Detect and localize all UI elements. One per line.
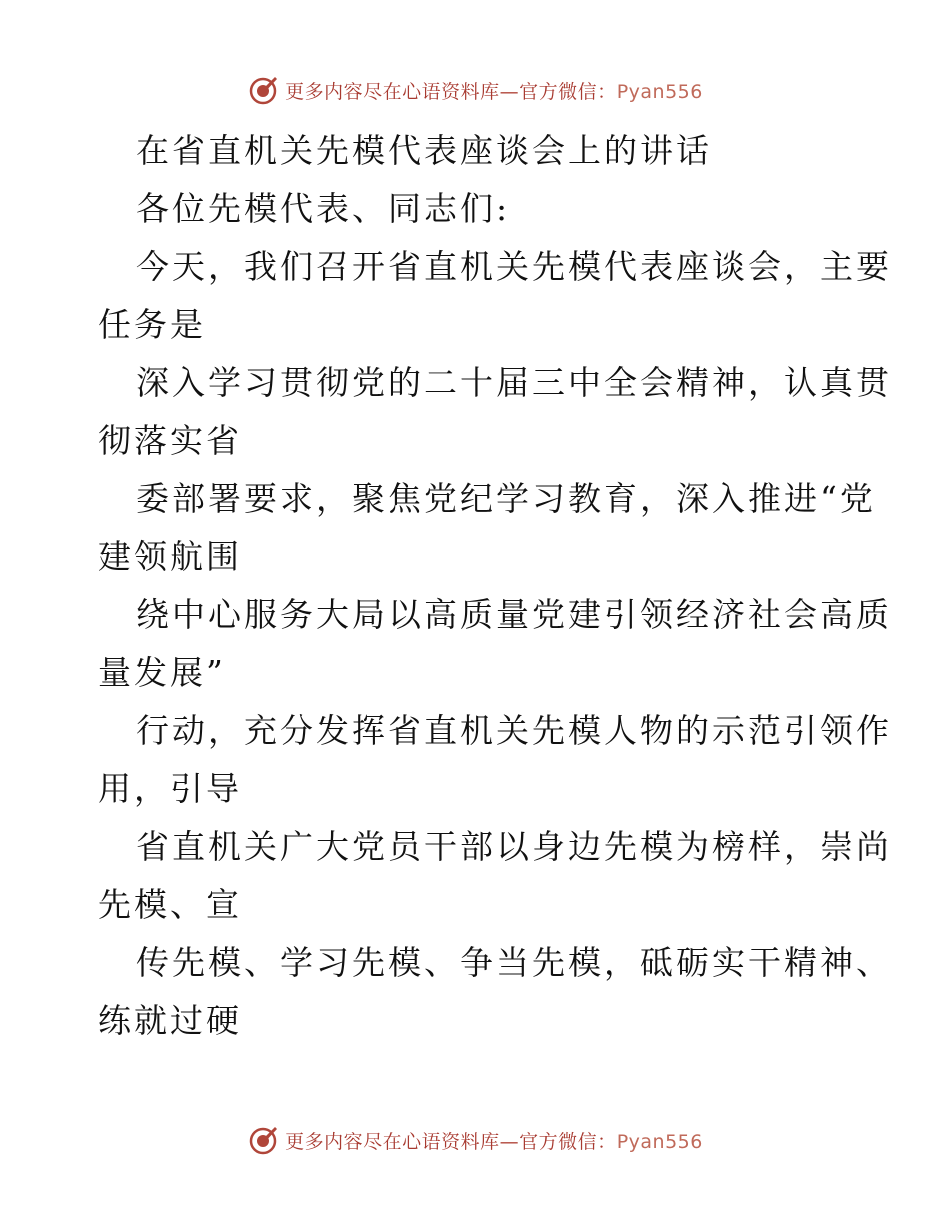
watermark-separator: — bbox=[499, 1130, 520, 1153]
watermark-wechat-label: 官方微信： bbox=[519, 80, 617, 103]
text-line: 量发展” bbox=[98, 653, 226, 692]
watermark-wechat-label: 官方微信： bbox=[519, 1130, 617, 1153]
text-line: 在省直机关先模代表座谈会上的讲话 bbox=[136, 131, 712, 170]
header-watermark bbox=[0, 70, 950, 110]
watermark-wechat-id: Pyan556 bbox=[616, 80, 703, 103]
text-line: 省直机关广大党员干部以身边先模为榜样，崇尚 bbox=[136, 827, 892, 866]
watermark-brand: 更多内容尽在心语资料库 bbox=[285, 80, 500, 103]
watermark-brand: 更多内容尽在心语资料库 bbox=[285, 1130, 500, 1153]
watermark-text bbox=[285, 1127, 703, 1154]
text-line: 深入学习贯彻党的二十届三中全会精神，认真贯 bbox=[136, 363, 892, 402]
text-line: 绕中心服务大局以高质量党建引领经济社会高质 bbox=[136, 595, 892, 634]
text-line: 委部署要求，聚焦党纪学习教育，深入推进“党 bbox=[136, 479, 876, 518]
quill-seal-icon bbox=[247, 1124, 279, 1156]
quill-seal-icon bbox=[247, 74, 279, 106]
footer-watermark bbox=[0, 1120, 950, 1160]
text-line: 练就过硬 bbox=[98, 1001, 242, 1040]
text-line: 用，引导 bbox=[98, 769, 242, 808]
text-line: 任务是 bbox=[98, 305, 206, 344]
watermark-text bbox=[285, 77, 703, 104]
document-body bbox=[98, 122, 892, 1050]
text-line: 传先模、学习先模、争当先模，砥砺实干精神、 bbox=[136, 943, 892, 982]
watermark-wechat-id: Pyan556 bbox=[616, 1130, 703, 1153]
text-line: 彻落实省 bbox=[98, 421, 242, 460]
text-line: 各位先模代表、同志们: bbox=[136, 189, 511, 228]
text-line: 建领航围 bbox=[98, 537, 242, 576]
text-line: 行动，充分发挥省直机关先模人物的示范引领作 bbox=[136, 711, 892, 750]
watermark-separator: — bbox=[499, 80, 520, 103]
text-line: 先模、宣 bbox=[98, 885, 242, 924]
text-line: 今天，我们召开省直机关先模代表座谈会，主要 bbox=[136, 247, 892, 286]
